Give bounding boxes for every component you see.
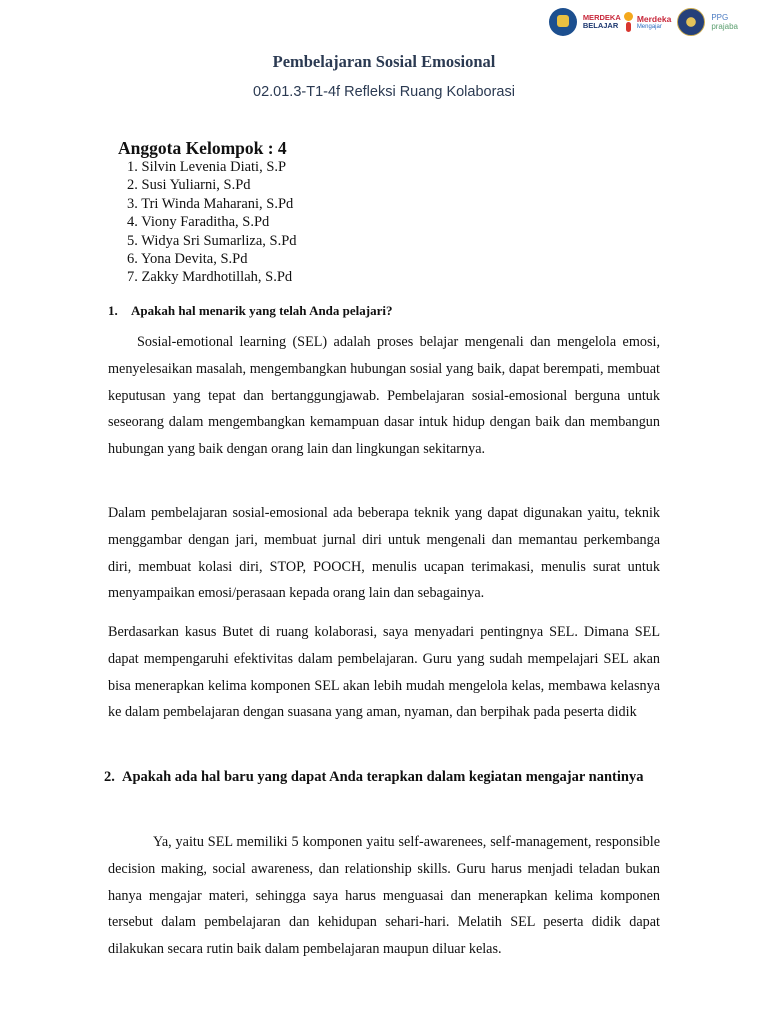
answer-paragraph: Sosial-emotional learning (SEL) adalah proses belajar mengenali dan mengelola emosi, menyelesaikan masalah, mengembangkan hubungan sosial yang baik, dapat berempati, membuat keputusan yang tepat dan bertanggungjawab. Pembelajaran sosial-emosional berguna untuk seseorang dalam mengembangkan kemampuan dasar intuk hidup dengan baik dan membangun hubungan yang baik dengan orang lain dan lingkungan sekitarnya. — [108, 334, 660, 458]
ppg-prajabatan-logo: PPG prajaba — [711, 13, 738, 31]
group-heading: Anggota Kelompok : 4 — [118, 138, 287, 158]
member-list — [127, 158, 297, 287]
member-item: 4. Viony Faraditha, S.Pd — [127, 214, 270, 231]
question-2-heading — [104, 764, 660, 791]
question-text: Apakah ada hal baru yang dapat Anda terapkan dalam kegiatan mengajar nantinya — [122, 769, 644, 785]
merdeka-mengajar-icon — [623, 12, 635, 32]
answer-paragraph: Ya, yaitu SEL memiliki 5 komponen yaitu self-awarenees, self-management, responsible decision making, social awareness, dan relationship skills. Guru harus menjadi teladan bukan hanya mengajar materi, sehingga saya harus menguasai dan menerapkan kelima komponen tersebut dalam pembelajaran dan kehidupan sehari-hari. Melatih SEL peserta didik dapat dilakukan secara rutin baik dalam pembelajaran maupun diluar kelas. — [108, 834, 660, 958]
merdeka-mengajar-logo: Merdeka Mengajar — [623, 12, 672, 32]
document-subtitle: 02.01.3-T1-4f Refleksi Ruang Kolaborasi — [253, 84, 515, 100]
header-logos — [549, 6, 738, 38]
kemendikbud-emblem-icon — [549, 8, 577, 36]
member-item: 3. Tri Winda Maharani, S.Pd — [127, 195, 294, 212]
document-title: Pembelajaran Sosial Emosional — [272, 52, 496, 71]
question-text: Apakah hal menarik yang telah Anda pelajari? — [131, 303, 393, 318]
question-1-heading — [108, 303, 660, 319]
question-number: 2. — [104, 769, 115, 785]
merdeka-belajar-logo: MERDEKA BELAJAR — [582, 13, 621, 30]
member-item: 2. Susi Yuliarni, S.Pd — [127, 177, 251, 194]
member-item: 7. Zakky Mardhotillah, S.Pd — [127, 269, 293, 286]
member-item: 1. Silvin Levenia Diati, S.P — [127, 159, 287, 175]
answer-paragraph: Berdasarkan kasus Butet di ruang kolaborasi, saya menyadari pentingnya SEL. Dimana SEL dapat mempengaruhi efektivitas dalam pembelajaran. Guru yang sudah mempelajari SEL akan bisa menerapkan kelima komponen SEL akan lebih mudah mengelola kelas, membawa kelasnya ke dalam pembelajaran dengan suasana yang aman, nyaman, dan berpihak pada peserta didik — [108, 624, 660, 721]
answer-paragraph: Dalam pembelajaran sosial-emosional ada beberapa teknik yang dapat digunakan yaitu, teknik menggambar dengan jari, membuat jurnal diri untuk mengenali dan memantau perkembanga diri, membuat kolasi diri, STOP, POOCH, menulis ucapan terimakasi, menulis surat untuk menyampaikan emosi/perasaan kepada orang lain dan sebagainya. — [108, 505, 660, 602]
member-item: 6. Yona Devita, S.Pd — [127, 251, 248, 268]
university-seal-icon — [677, 8, 705, 36]
member-item: 5. Widya Sri Sumarliza, S.Pd — [127, 232, 297, 249]
question-number: 1. — [108, 303, 118, 318]
